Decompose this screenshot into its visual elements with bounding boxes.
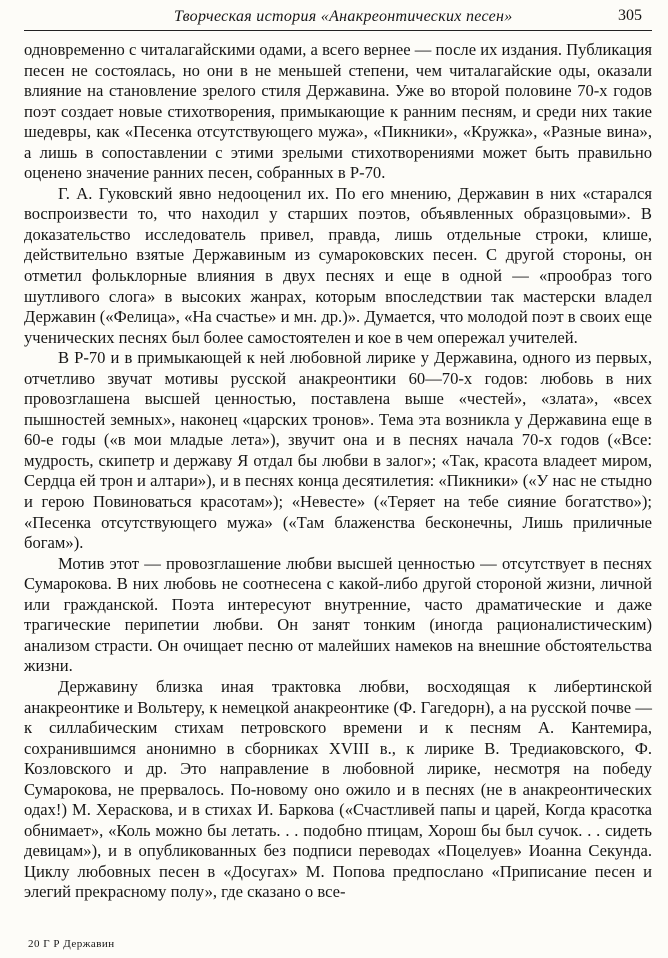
running-head-title: Творческая история «Анакреонтических песен» <box>174 8 513 25</box>
running-head <box>24 6 652 31</box>
paragraph-5: Державину близка иная трактовка любви, восходящая к либертинской анакреонтике и Вольтеру, к немецкой анакреонтике (Ф. Гагедорн), а на русской почве — к силлабическим стихам петровского времени и к песням А. Кантемира, сохранившимся анонимно в сборниках XVIII в., к лирике В. Тредиаковского, Ф. Козловского и др. Это направление в любовной лирике, несмотря на победу Сумарокова, не прервалось. По-новому оно ожило и в песнях (не в анакреонтических одах!) М. Хераскова, и в стихах И. Баркова («Счастливей папы и царей, Когда красотка обнимает», «Коль можно бы летать. . . подобно птицам, Хорош бы был сучок. . . сидеть девицам»), и в опубликованных без подписи переводах «Поцелуев» Иоанна Секунда. Циклу любовных песен в «Досугах» М. Попова предпослано «Приписание песен и элегий прекрасному полу», где сказано о все- <box>24 676 652 902</box>
page-number: 305 <box>618 7 642 24</box>
paragraph-2: Г. А. Гуковский явно недооценил их. По его мнению, Державин в них «старался воспроизвести то, что находил у старших поэтов, объявленных образцовыми». В доказательство исследователь привел, правда, лишь отдельные строки, клише, действительно взятые Державиным из сумароковских песен. С другой стороны, он отметил фольклорные влияния в двух песнях и еще в одной — «прообраз того шутливого слога» в высоких жанрах, которым впоследствии так мастерски владел Державин («Фелица», «На счастье» и мн. др.)». Думается, что молодой поэт в своих еще ученических песнях был более самостоятелен и кое в чем опережал учителей. <box>24 183 652 347</box>
printer-signature: 20 Г Р Державин <box>28 938 115 950</box>
paragraph-4: Мотив этот — провозглашение любви высшей ценностью — отсутствует в песнях Сумарокова. В них любовь не соотнесена с какой-либо другой стороной жизни, личной или гражданской. Поэта интересуют внутренние, часто драматические и даже трагические перипетии любви. Он занят тонким (иногда рационалистическим) анализом страсти. Он очищает песню от малейших намеков на внешние обстоятельства жизни. <box>24 553 652 676</box>
paragraph-3: В Р-70 и в примыкающей к ней любовной лирике у Державина, одного из первых, отчетливо звучат мотивы русской анакреонтики 60—70-х годов: любовь в них провозглашена высшей ценностью, поставлена выше «честей», «злата», «всех пышностей земных», наконец «царских тронов». Тема эта возникла у Державина еще в 60-е годы («в мои младые лета»), звучит она и в песнях начала 70-х годов («Все: мудрость, скипетр и державу Я отдал бы любви в залог»; «Так, красота владеет миром, Сердца ей трон и алтари»), и в песнях конца десятилетия: «Пикники» («У нас не стыдно и герою Повиноваться красотам»); «Невесте» («Теряет на тебе сияние богатство»); «Песенка отсутствующего мужа» («Там блаженства бесконечны, Лишь приличные богам»). <box>24 348 652 553</box>
paragraph-1: одновременно с читалагайскими одами, а всего вернее — после их издания. Публикация песен не состоялась, но они в не меньшей степени, чем читалагайские оды, оказали влияние на становление зрелого стиля Державина. Уже во второй половине 70-х годов поэт создает новые стихотворения, примыкающие к ранним песням, и среди них такие шедевры, как «Песенка отсутствующего мужа», «Пикники», «Кружка», «Разные вина», а лишь в сопоставлении с этими зрелыми стихотворениями может быть правильно оценено значение ранних песен, собранных в Р-70. <box>24 40 653 183</box>
body-text <box>24 40 652 903</box>
